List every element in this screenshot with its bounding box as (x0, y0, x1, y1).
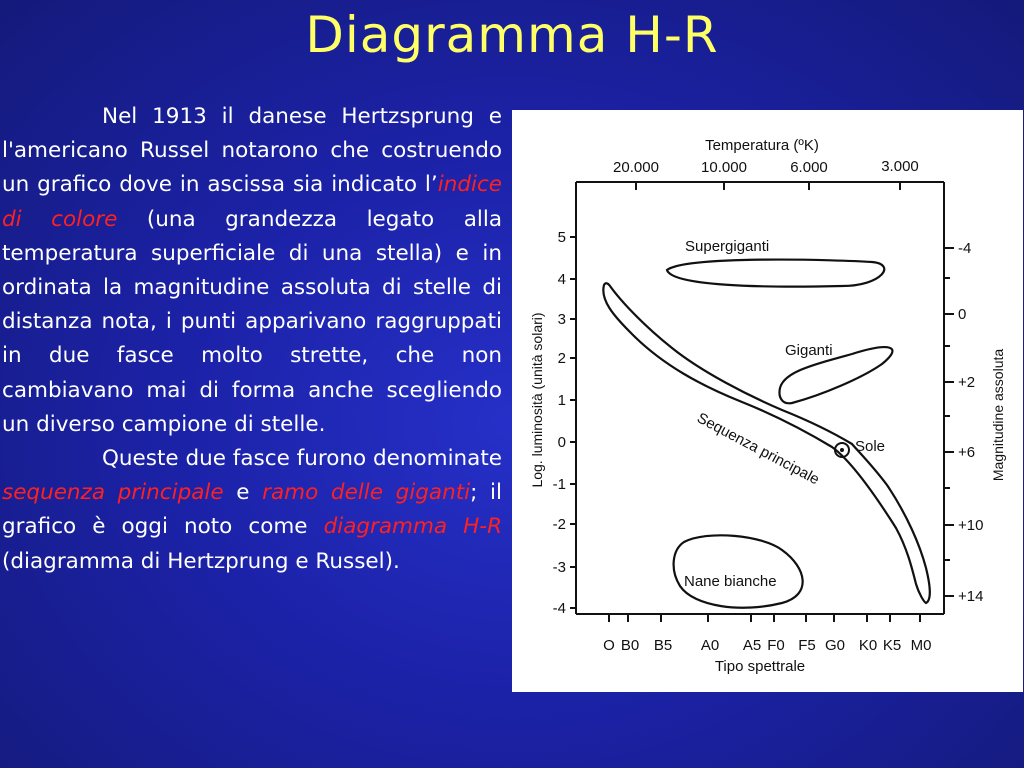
paragraph-2-and: e (223, 480, 263, 506)
white-dwarfs-label: Nane bianche (684, 573, 777, 590)
left-tick-label: 5 (557, 229, 566, 246)
bottom-tick-label: K0 (858, 637, 878, 654)
paragraph-2-text-cont: ; il grafico è oggi noto come (2, 480, 502, 540)
hr-diagram-figure (512, 110, 1023, 692)
top-tick-label: 20.000 (613, 159, 659, 176)
paragraph-2-text: Queste due fasce furono denominate (102, 446, 502, 472)
bottom-tick-label: F0 (767, 637, 785, 654)
bottom-tick-label: A5 (742, 637, 762, 654)
left-tick-label: 3 (557, 311, 566, 328)
paragraph-1-text: Nel 1913 il danese Hertzsprung e l'americano Russel notarono che costruendo un grafico dove in ascissa sia indicato l’ (2, 104, 502, 198)
right-tick-label: +10 (958, 517, 984, 534)
right-axis (944, 182, 954, 614)
bottom-tick-label: K5 (882, 637, 902, 654)
left-axis-title: Log. luminosità (unità solari) (529, 312, 545, 488)
paragraph-1-text-cont: (una grandezza legato alla temperatura superficiale di una stella) e in ordinata la magnitudine assoluta di stelle di distanza nota, i punti apparivano raggruppati in due fasce molto strette, che non cambiavano mai di forma anche scegliendo un diverso campione di stelle. (2, 206, 503, 437)
top-axis-title: Temperatura (ºK) (705, 137, 819, 154)
term-indice-di-colore: indice di colore (2, 172, 502, 232)
main-sequence-label: Sequenza principale (694, 409, 823, 489)
paragraph-2 (2, 442, 502, 579)
left-tick-label: 4 (557, 271, 566, 288)
right-tick-label: -4 (958, 240, 972, 257)
top-tick-label: 10.000 (701, 159, 747, 176)
bottom-tick-label: M0 (910, 637, 932, 654)
bottom-axis (576, 614, 944, 622)
sun-label: Sole (855, 438, 886, 455)
top-axis (576, 182, 944, 190)
left-tick-label: -4 (552, 600, 566, 617)
hr-diagram (512, 110, 1023, 692)
term-sequenza-principale: sequenza principale (2, 480, 224, 506)
left-tick-label: -1 (552, 476, 566, 493)
bottom-tick-label: B5 (653, 637, 673, 654)
left-tick-label: 1 (557, 392, 566, 409)
bottom-tick-label: B0 (620, 637, 640, 654)
right-tick-label: 0 (958, 306, 967, 323)
paragraph-2-end: (diagramma di Hertzprung e Russel). (2, 548, 400, 574)
term-ramo-delle-giganti: ramo delle giganti (262, 480, 471, 506)
white-dwarfs-region (674, 535, 803, 607)
bottom-tick-label: A0 (700, 637, 720, 654)
bottom-tick-label: G0 (824, 637, 846, 654)
bottom-tick-label: F5 (798, 637, 816, 654)
right-axis-title: Magnitudine assoluta (990, 348, 1006, 482)
left-axis (570, 182, 576, 614)
giants-label: Giganti (785, 342, 833, 359)
sun-dot (840, 448, 844, 452)
right-tick-label: +14 (958, 588, 984, 605)
top-tick-label: 3.000 (881, 158, 919, 175)
supergiants-label: Supergiganti (685, 238, 770, 255)
left-tick-label: -2 (552, 516, 566, 533)
supergiants-region (667, 260, 884, 287)
term-diagramma-hr: diagramma H-R (323, 514, 503, 540)
body-text (2, 100, 502, 579)
slide-title: Diagramma H-R (305, 6, 719, 64)
bottom-tick-label: O (603, 637, 615, 654)
left-tick-label: 2 (557, 350, 566, 367)
right-tick-label: +2 (958, 374, 976, 391)
paragraph-1 (2, 100, 502, 442)
right-tick-label: +6 (958, 444, 976, 461)
bottom-axis-title: Tipo spettrale (714, 658, 806, 675)
left-tick-label: -3 (552, 559, 566, 576)
top-tick-label: 6.000 (790, 159, 828, 176)
left-tick-label: 0 (557, 434, 566, 451)
